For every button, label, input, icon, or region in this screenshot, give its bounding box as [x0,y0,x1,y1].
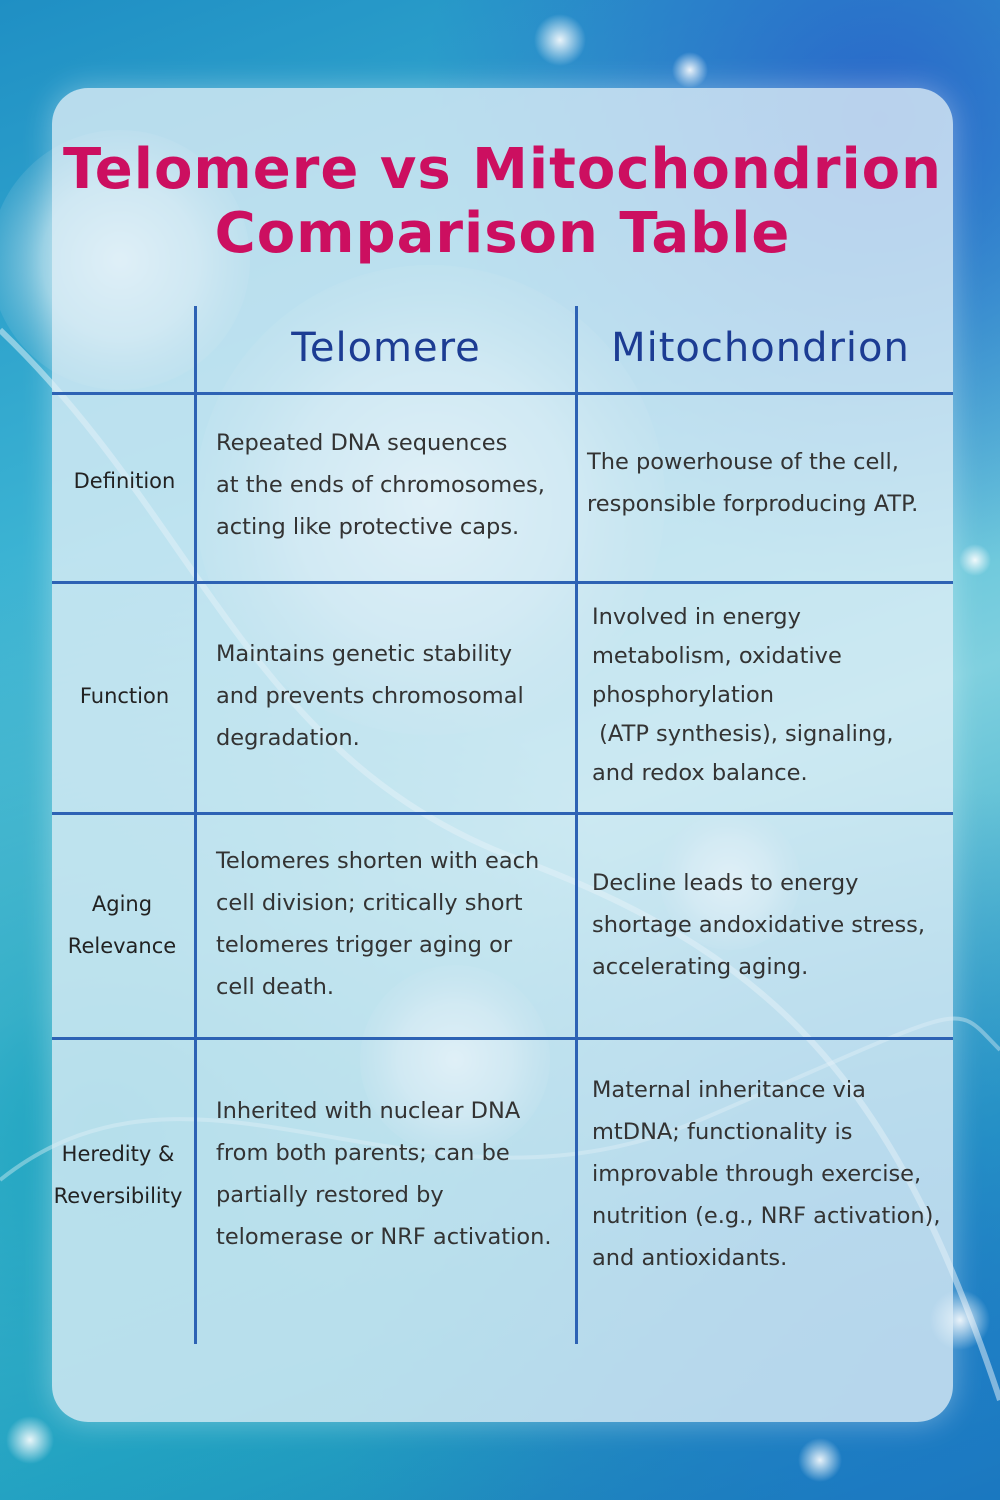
row-label-aging-relevance: Aging Relevance [67,892,177,958]
cell-definition-mitochondrion: The powerhouse of the cell, responsible forproducing ATP. [587,449,919,517]
grid-horizontal-line-1 [52,392,953,395]
column-header-mitochondrion: Mitochondrion [611,325,910,371]
cell-function-mitochondrion: Involved in energy metabolism, oxidative phosphorylation (ATP synthesis), signaling, and redox balance. [592,604,894,786]
title-line-1: Telomere vs Mitochondrion [63,137,942,202]
cell-definition-telomere: Repeated DNA sequences at the ends of chromosomes, acting like protective caps. [216,430,545,540]
bokeh-light [6,1416,54,1464]
column-header-telomere: Telomere [291,325,481,371]
grid-horizontal-line-3 [52,812,953,815]
grid-horizontal-line-4 [52,1037,953,1040]
cell-heredity-telomere: Inherited with nuclear DNA from both parents; can be partially restored by telomerase or NRF activation. [216,1098,552,1250]
bokeh-light [959,544,991,576]
grid-vertical-line-2 [575,306,578,1344]
cell-function-telomere: Maintains genetic stability and prevents chromosomal degradation. [216,641,524,751]
page-title [52,138,953,266]
title-line-2: Comparison Table [214,201,791,266]
bokeh-light [798,1438,842,1482]
cell-aging-mitochondrion: Decline leads to energy shortage andoxidative stress, accelerating aging. [592,870,926,980]
bokeh-light [672,52,708,88]
cell-aging-telomere: Telomeres shorten with each cell division; critically short telomeres trigger aging or cell death. [216,848,540,1000]
row-label-heredity-reversibility: Heredity & Reversibility [53,1142,183,1208]
cell-heredity-mitochondrion: Maternal inheritance via mtDNA; functionality is improvable through exercise, nutrition (e.g., NRF activation), and antioxidants. [592,1077,941,1271]
row-label-definition: Definition [73,469,176,493]
bokeh-light [534,14,586,66]
grid-horizontal-line-2 [52,581,953,584]
row-label-function: Function [79,684,170,708]
